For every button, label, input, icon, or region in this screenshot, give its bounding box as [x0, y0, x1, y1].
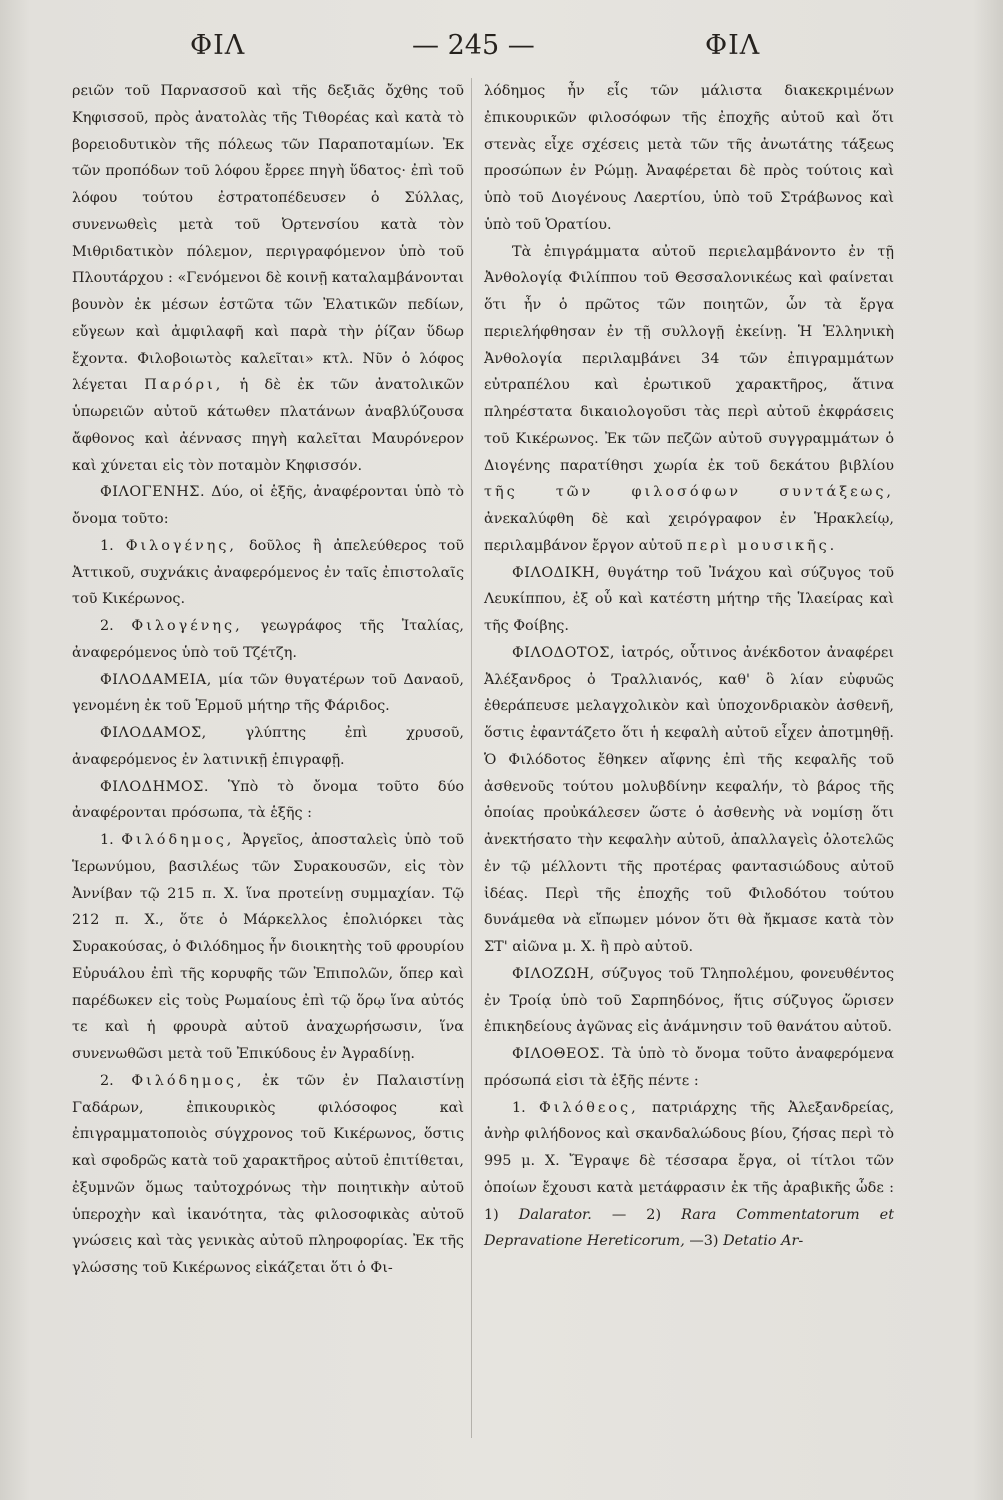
headword: ΦΙΛΟΔΑΜΟΣ, — [100, 725, 207, 741]
headword: ΦΙΛΟΔΙΚΗ, — [512, 564, 601, 581]
latin-title: Rara Commentatorum et Depravatione Hereticorum, — [484, 1206, 894, 1250]
running-header — [0, 30, 1003, 70]
spaced-title: τῆς τῶν φιλοσόφων συντάξεως, — [484, 484, 894, 501]
headword: ΦΙΛΟΓΕΝΗΣ. — [100, 484, 206, 501]
entry-filodameia: ΦΙΛΟΔΑΜΕΙΑ, μία τῶν θυγατέρων τοῦ Δαναοῦ, γενομένη ἐκ τοῦ Ἑρμοῦ μήτηρ τῆς Φάριδος. — [72, 671, 464, 715]
headword: ΦΙΛΟΖΩΗ, — [512, 965, 595, 982]
sub-headword: Φιλογένης, — [131, 618, 243, 634]
sub-headword: Φιλόθεος, — [539, 1099, 639, 1116]
entry-filozoi: ΦΙΛΟΖΩΗ, σύζυγος τοῦ Τληπολέμου, φονευθέντος ἐν Τροίᾳ ὑπὸ τοῦ Σαρπηδόνος, ἥτις σύζυγος ὥρισεν ἐπικηδείους ἀγῶνας εἰς ἀνάμνησιν τοῦ θανάτου αὐτοῦ. — [484, 965, 895, 1036]
entry-filodotos: ΦΙΛΟΔΟΤΟΣ, ἰατρός, οὗτινος ἀνέκδοτον ἀναφέρει Ἀλέξανδρος ὁ Τραλλιανός, καθ' ὃ λίαν εὐφυῶς ἐθεράπευσε μελαγχολικὸν καὶ ὑποχονδριακὸν ἀσθενῆ, ὅστις ἐφαντάζετο ὅτι ἡ κεφαλὴ αὐτοῦ εἶχεν ἀποτμηθῇ. Ὁ Φιλόδοτος ἔθηκεν αἴφνης ἐπὶ τῆς κεφαλῆς τοῦ ἀσθενοῦς τούτου μολυβδίνην κεφαλήν, τὸ βάρος τῆς ὁποίας προὐκάλεσεν ὥστε ὁ ἀσθενὴς νὰ νομίσῃ ὅτι ἀνεκτήσατο τὴν κεφαλὴν αὐτοῦ, ἀπαλλαγεὶς ὁλοτελῶς ἐν τῷ μέλλοντι τῆς προτέρας φαντασιώδους αὐτοῦ ἰδέας. Περὶ τῆς ἐποχῆς τοῦ Φιλοδότου τούτου δυνάμεθα νὰ εἴπωμεν μόνον ὅτι θὰ ἤκμασε κατὰ τὸν ΣΤ' αἰῶνα μ. Χ. ἢ πρὸ αὐτοῦ. — [484, 644, 895, 955]
paragraph: Τὰ ἐπιγράμματα αὐτοῦ περιελαμβάνοντο ἐν τῇ Ἀνθολογίᾳ Φιλίππου τοῦ Θεσσαλονικέως καὶ φαίνεται ὅτι ἦν ὁ πρῶτος τῶν ποιητῶν, ὧν τὰ ἔργα περιελήφθησαν ἐν τῇ συλλογῇ ἐκείνῃ. Ἡ Ἑλληνικὴ Ἀνθολογία περιλαμβάνει 34 τῶν ἐπιγραμμάτων εὐτραπέλου καὶ ἐρωτικοῦ χαρακτῆρος, ἅτινα πληρέστατα δικαιολογοῦσι τὰς περὶ αὐτοῦ ἐκφράσεις τοῦ Κικέρωνος. Ἐκ τῶν πεζῶν αὐτοῦ συγγραμμάτων ὁ Διογένης παρατίθησι χωρία ἐκ τοῦ δεκάτου βιβλίου τῆς τῶν φιλοσόφων συντάξεως, ἀνεκαλύφθη δὲ καὶ χειρόγραφον ἐν Ἡρακλείῳ, περιλαμβάνον ἔργον αὐτοῦ περὶ μουσικῆς. — [484, 243, 894, 554]
sub-entry: 1. Φιλόδημος, Ἀργεῖος, ἀποσταλεὶς ὑπὸ τοῦ Ἱερωνύμου, βασιλέως τῶν Συρακουσῶν, εἰς τὸν Ἀννίβαν τῷ 215 π. Χ. ἵνα προτείνῃ συμμαχίαν. Τῷ 212 π. Χ., ὅτε ὁ Μάρκελλος ἐπολιόρκει τὰς Συρακούσας, ὁ Φιλόδημος ἦν διοικητὴς τοῦ φρουρίου Εὐρυάλου ἐπὶ τῆς κορυφῆς τῶν Ἐπιπολῶν, ὅπερ καὶ παρέδωκεν εἰς τοὺς Ρωμαίους ἐπὶ τῷ ὅρῳ ἵνα αὐτός τε καὶ ἡ φρουρὰ αὐτοῦ ἀναχωρήσωσιν, ἵνα συνενωθῶσι μετὰ τοῦ Ἐπικύδους ἐν Ἀγραδίνῃ. — [72, 832, 465, 1062]
entry-filodimos: ΦΙΛΟΔΗΜΟΣ. Ὑπὸ τὸ ὄνομα τοῦτο δύο ἀναφέρονται πρόσωπα, τὰ ἑξῆς : — [72, 778, 464, 822]
entry-filodamos: ΦΙΛΟΔΑΜΟΣ, γλύπτης ἐπὶ χρυσοῦ, ἀναφερόμενος ἐν λατινικῇ ἐπιγραφῇ. — [72, 725, 465, 768]
sub-headword: Φιλογένης, — [125, 537, 237, 554]
sub-headword: Φιλόδημος, — [121, 832, 235, 848]
header-right-guide-word: ΦΙΛ — [705, 30, 761, 61]
right-column — [484, 78, 894, 1255]
headword: ΦΙΛΟΔΑΜΕΙΑ, — [100, 671, 212, 688]
entry-filotheos: ΦΙΛΟΘΕΟΣ. Τὰ ὑπὸ τὸ ὄνομα τοῦτο ἀναφερόμενα πρόσωπά εἰσι τὰ ἑξῆς πέντε : — [484, 1046, 894, 1089]
header-left-guide-word: ΦΙΛ — [190, 30, 246, 61]
spaced-title: περὶ μουσικῆς. — [687, 537, 838, 554]
latin-title: Detatio Ar- — [723, 1233, 804, 1250]
left-column — [72, 78, 464, 1282]
entry-filogenis: ΦΙΛΟΓΕΝΗΣ. Δύο, οἱ ἑξῆς, ἀναφέρονται ὑπὸ τὸ ὄνομα τοῦτο: — [72, 484, 464, 527]
entry-continuation: ρειῶν τοῦ Παρνασσοῦ καὶ τῆς δεξιᾶς ὄχθης τοῦ Κηφισσοῦ, πρὸς ἀνατολὰς τῆς Τιθορέας καὶ κατὰ τὸ βορειοδυτικὸν τῆς πόλεως τῶν Παραποταμίων. Ἐκ τῶν προπόδων τοῦ λόφου ἔρρεε πηγὴ ὕδατος· ἐπὶ τοῦ λόφου τούτου ἐστρατοπέδευσεν ὁ Σύλλας, συνενωθεὶς μετὰ τοῦ Ὀρτενσίου κατὰ τὸν Μιθριδατικὸν πόλεμον, περιγραφόμενον ὑπὸ τοῦ Πλουτάρχου : «Γενόμενοι δὲ κοινῇ καταλαμβάνονται βουνὸν ἐκ μέσων ἑστῶτα τῶν Ἐλατικῶν πεδίων, εὔγεων καὶ ἀμφιλαφῆ καὶ παρὰ τὴν ῥίζαν ὕδωρ ἔχοντα. Φιλοβοιωτὸς καλεῖται» κτλ. Νῦν ὁ λόφος λέγεται Παρόρι, ἡ δὲ ἐκ τῶν ἀνατολικῶν ὑπωρειῶν αὐτοῦ κάτωθεν πλατάνων ἀναβλύζουσα ἄφθονος καὶ ἀέννασς πηγὴ καλεῖται Μαυρόνερον καὶ χύνεται εἰς τὸν ποταμὸν Κηφισσόν. — [72, 83, 465, 474]
page-number: — 245 — — [412, 30, 535, 61]
sub-entry: 2. Φιλόδημος, ἐκ τῶν ἐν Παλαιστίνῃ Γαδάρων, ἐπικουρικὸς φιλόσοφος καὶ ἐπιγραμματοποιὸς σύγχρονος τοῦ Κικέρωνος, ὅστις καὶ σφοδρῶς κατὰ τοῦ χαρακτῆρος αὐτοῦ ἐπιτίθεται, ἐξυμνῶν ὅμως ταὐτοχρόνως τὴν ποιητικὴν αὐτοῦ ὑπεροχὴν καὶ ἱκανότητα, τὰς φιλοσοφικὰς αὐτοῦ γνώσεις καὶ τὰς γενικὰς αὐτοῦ πληροφορίας. Ἐκ τῆς γλώσσης τοῦ Κικέρωνος εἰκάζεται ὅτι ὁ Φι- — [72, 1072, 465, 1276]
sub-entry: 2. Φιλογένης, γεωγράφος τῆς Ἰταλίας, ἀναφερόμενος ὑπὸ τοῦ Τζέτζη. — [72, 618, 465, 661]
headword: ΦΙΛΟΘΕΟΣ. — [512, 1046, 606, 1062]
latin-title: Dalarator. — [518, 1206, 592, 1223]
sub-entry: 1. Φιλογένης, δοῦλος ἢ ἀπελεύθερος τοῦ Ἀττικοῦ, συχνάκις ἀναφερόμενος ἐν ταῖς ἐπιστολαῖς τοῦ Κικέρωνος. — [72, 537, 465, 608]
entry-filodiki: ΦΙΛΟΔΙΚΗ, θυγάτηρ τοῦ Ἰνάχου καὶ σύζυγος τοῦ Λευκίππου, ἐξ οὗ καὶ κατέστη μήτηρ τῆς Ἱλαείρας καὶ τῆς Φοίβης. — [484, 564, 894, 634]
headword: ΦΙΛΟΔΟΤΟΣ, — [512, 644, 616, 661]
column-divider — [471, 78, 472, 1438]
sub-entry: 1. Φιλόθεος, πατριάρχης τῆς Ἀλεξανδρείας, ἀνὴρ φιλήδονος καὶ σκανδαλώδους βίου, ζήσας περὶ τὸ 995 μ. Χ. Ἔγραψε δὲ τέσσαρα ἔργα, οἱ τίτλοι τῶν ὁποίων ἔχουσι κατὰ μετάφρασιν ἐκ τῆς ἀραβικῆς ὧδε : 1) Dalarator. — 2) Rara Commentatorum et Depravatione Hereticorum, —3) Detatio Ar- — [484, 1099, 895, 1250]
spaced-word: Παρόρι, — [144, 377, 224, 394]
headword: ΦΙΛΟΔΗΜΟΣ. — [100, 778, 209, 795]
sub-headword: Φιλόδημος, — [131, 1072, 245, 1089]
entry-continuation: λόδημος ἦν εἷς τῶν μάλιστα διακεκριμένων ἐπικουρικῶν φιλοσόφων τῆς ἐποχῆς αὐτοῦ καὶ ὅτι στενὰς εἶχε σχέσεις μετὰ τῶν τῆς ἀνωτάτης τάξεως προσώπων ἐν Ρώμῃ. Ἀναφέρεται δὲ πρὸς τούτοις καὶ ὑπὸ τοῦ Διογένους Λαερτίου, ὑπὸ τοῦ Στράβωνος καὶ ὑπὸ τοῦ Ὁρατίου. — [484, 83, 894, 233]
